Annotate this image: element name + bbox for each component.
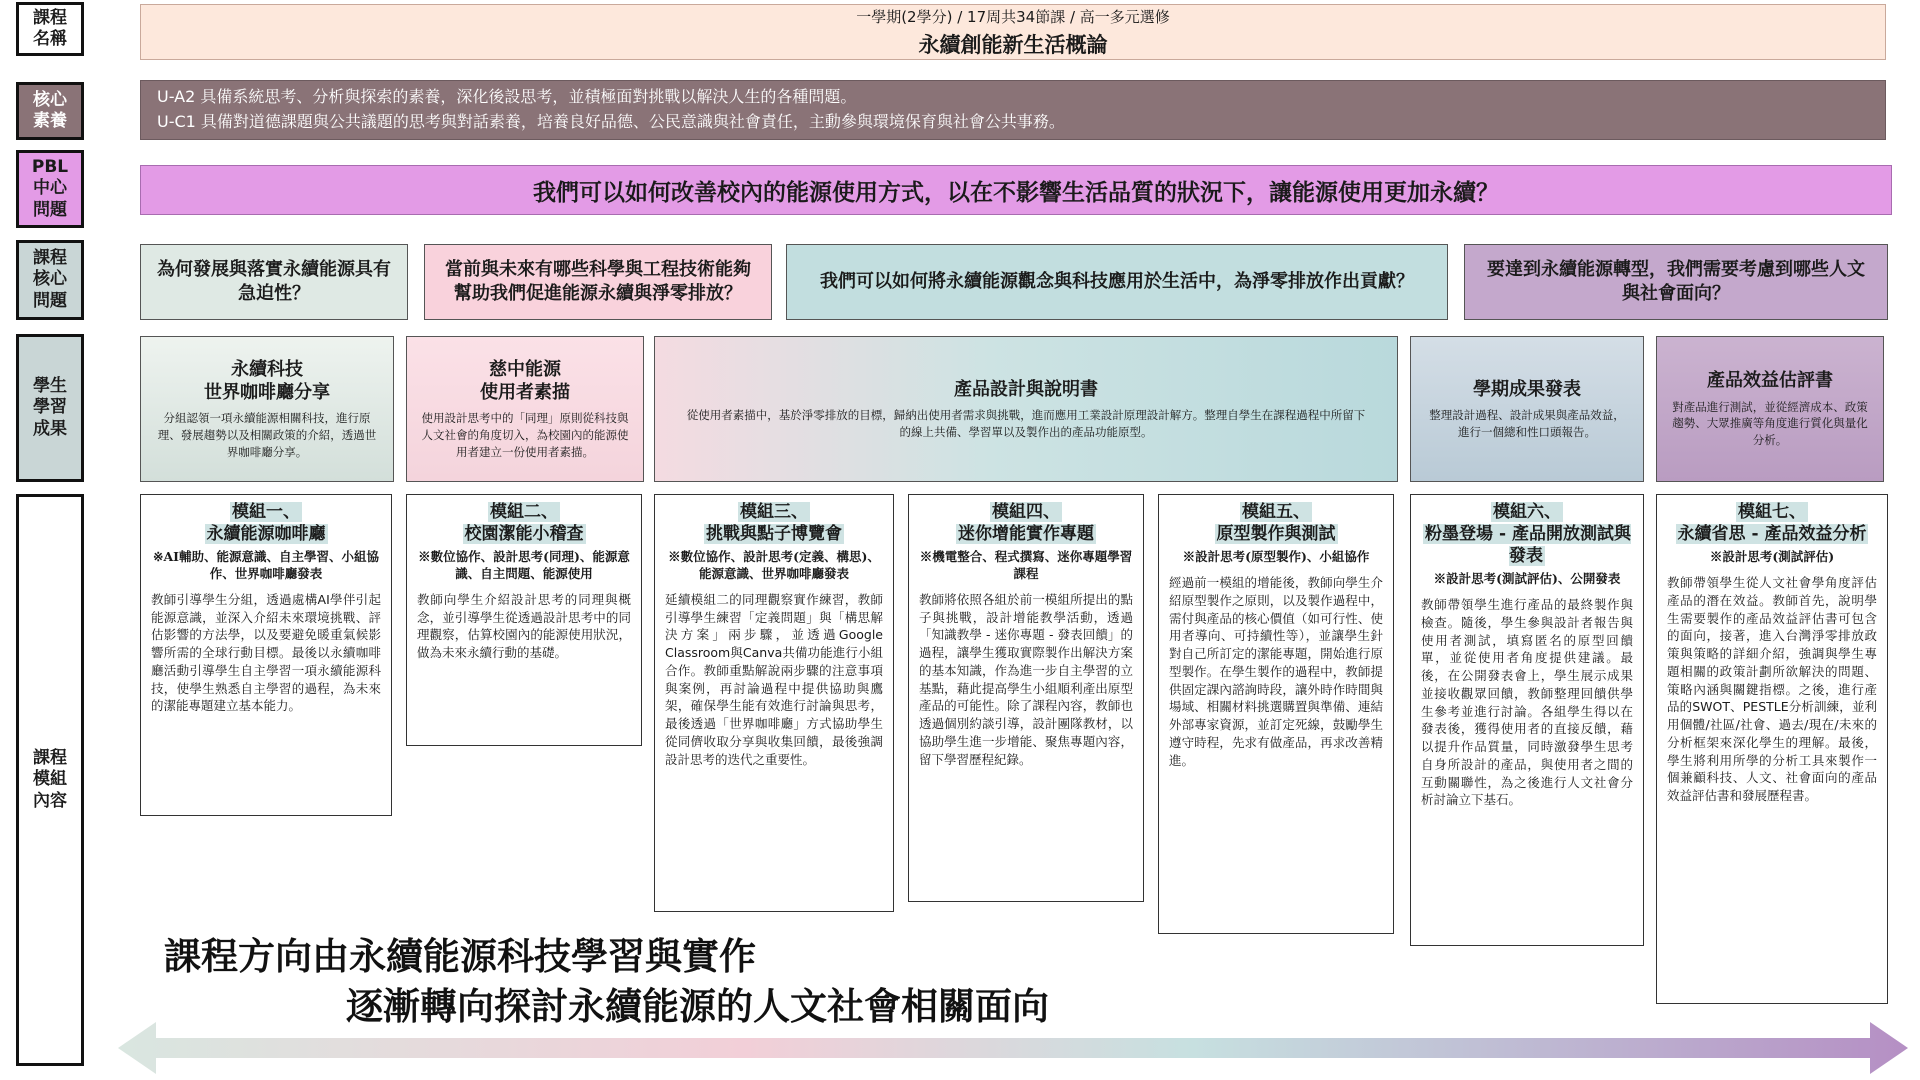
module-3-title	[665, 501, 883, 545]
outcome-2	[406, 336, 644, 482]
core-competency-label: 核心 素養	[16, 82, 84, 140]
module-6	[1410, 494, 1644, 946]
module-2	[406, 494, 642, 746]
course-name-label: 課程 名稱	[16, 2, 84, 56]
module-2-title	[417, 501, 631, 545]
module-7-title-num: 模組七、	[1738, 502, 1806, 522]
outcome-1-desc: 分組認領一項永續能源相關科技，進行原理、發展趨勢以及相關政策的介紹，透過世界咖啡廳分享。	[157, 411, 377, 459]
core-question-1: 為何發展與落實永續能源具有急迫性？	[140, 244, 408, 320]
module-4-body: 教師將依照各組於前一模組所提出的點子與挑戰，設計增能教學活動，透過「知識教學 - 迷你專題 - 發表回饋」的過程，讓學生獲取實際製作出解決方案的基本知識，作為進一步自主學習的立基點，藉此提高學生小組順利產出原型產品的可能性。除了課程內容，教師也透過個別約談引導，設計團隊教材，以協助學生進一步增能、聚焦專題內容，留下學習歷程紀錄。	[919, 591, 1133, 767]
core-questions-label: 課程 核心 問題	[16, 240, 84, 320]
module-2-title-name: 校園潔能小稽查	[464, 524, 584, 545]
module-5-title	[1169, 501, 1383, 545]
direction-arrow	[118, 1020, 1908, 1076]
module-4-tags: ※機電整合、程式撰寫、迷你專題學習課程	[919, 549, 1133, 582]
module-7-body: 教師帶領學生從人文社會學角度評估產品的潛在效益。教師首先，說明學生需要製作的產品效益評估書可包含的面向，接著，進入台灣淨零排放政策與策略的詳細介紹，強調與學生專題相關的政策計劃所欲解決的問題、策略內涵與關鍵指標。之後，進行產品的SWOT、PESTLE分析訓練，並利用個體/社區/社會、過去/現在/未來的分析框架來深化學生的理解。最後，學生將利用所學的分析工具來製作一個兼顧科技、人文、社會面向的產品效益評估書和發展歷程書。	[1667, 575, 1877, 804]
module-1-body: 教師引導學生分組，透過處構AI學伴引起能源意識，並深入介紹未來環境挑戰、評估影響的方法學，以及要避免暖重氣候影響所需的全球行動目標。最後以永續咖啡廳活動引導學生自主學習一項永續能源科技，使學生熟悉自主學習的過程，為未來的潔能專題建立基本能力。	[151, 591, 381, 714]
outcome-1	[140, 336, 394, 482]
direction-statement-line1: 課程方向由永續能源科技學習與實作	[164, 934, 756, 978]
module-3-title-name: 挑戰與點子博覽會	[706, 524, 842, 545]
competency-uc1: U-C1 具備對道德課題與公共議題的思考與對話素養，培養良好品德、公民意識與社會責任，主動參與環境保育與社會公共事務。	[157, 111, 1065, 131]
core-competency-box	[140, 80, 1886, 140]
module-6-tags: ※設計思考(測試評估)、公開發表	[1433, 571, 1621, 587]
module-6-title-name: 粉墨登場 - 產品開放測試與發表	[1425, 524, 1631, 567]
outcome-1-title: 永續科技 世界咖啡廳分享	[204, 358, 330, 403]
outcome-5-desc: 對產品進行測試，並從經濟成本、政策趨勢、大眾推廣等角度進行質化與量化分析。	[1672, 399, 1868, 448]
module-3-body: 延續模組二的同理觀察實作練習，教師引導學生練習「定義問題」與「構思解決方案」兩步驟，並透過Google Classroom與Canva共備功能進行小組合作。教師重點解說兩步驟的注意事項與案例，再討論過程中提供協助與鷹架，確保學生能有效進行討論與思考，最後透過「世界咖啡廳」方式協助學生從同儕收取分享與收集回饋，最後強調設計思考的迭代之重要性。	[665, 591, 883, 767]
module-2-tags: ※數位協作、設計思考(同理)、能源意識、自主問題、能源使用	[418, 549, 630, 582]
outcome-3	[654, 336, 1398, 482]
module-2-title-num: 模組二、	[490, 502, 558, 522]
outcome-4-title: 學期成果發表	[1473, 378, 1581, 400]
module-6-title	[1421, 501, 1633, 567]
module-7	[1656, 494, 1888, 1004]
outcome-5-title: 產品效益估評書	[1707, 370, 1833, 392]
module-7-tags: ※設計思考(測試評估)	[1709, 549, 1835, 565]
module-6-body: 教師帶領學生進行產品的最終製作與檢查。隨後，學生參與設計者報告與使用者測試，填寫匿名的原型回饋單，並從使用者角度提供建議。最後，在公開發表會上，學生展示成果並接收觀眾回饋，教師整理回饋供學生參考並進行討論。各組學生得以在發表後，獲得使用者的直接反饋，藉以提升作品質量，同時激發學生思考自身所設計的產品，與使用者之間的互動關聯性，為之後進行人文社會分析討論立下基石。	[1421, 597, 1633, 808]
module-3	[654, 494, 894, 912]
learning-outcomes-label: 學生 學習 成果	[16, 334, 84, 482]
module-2-body: 教師向學生介紹設計思考的同理與概念，並引導學生從透過設計思考中的同理觀察，估算校園內的能源使用狀況，做為未來永續行動的基礎。	[417, 591, 631, 661]
module-3-title-num: 模組三、	[740, 502, 808, 522]
core-question-3: 我們可以如何將永續能源觀念與科技應用於生活中，為淨零排放作出貢獻？	[786, 244, 1448, 320]
module-1	[140, 494, 392, 816]
course-name-box	[140, 4, 1886, 60]
module-5	[1158, 494, 1394, 934]
module-1-title	[151, 501, 381, 545]
outcome-3-title: 產品設計與說明書	[954, 378, 1098, 400]
modules-label: 課程 模組 內容	[16, 494, 84, 1066]
pbl-question: 我們可以如何改善校內的能源使用方式，以在不影響生活品質的狀況下，讓能源使用更加永續？	[533, 179, 1499, 206]
module-5-body: 經過前一模組的增能後，教師向學生介紹原型製作之原則，以及製作過程中，需付與產品的核心價值（如可行性、使用者導向、可持續性等），並讓學生針對自己所訂定的潔能專題，開始進行原型製作。在學生製作的過程中，教師提供固定課內諮詢時段，讓外時作時間與場域、相關材料挑選購置與準備、連結外部專家資源，並訂定死線，鼓勵學生遵守時程，先求有做產品，再求改善精進。	[1169, 575, 1383, 768]
core-question-2: 當前與未來有哪些科學與工程技術能夠幫助我們促進能源永續與淨零排放？	[424, 244, 772, 320]
outcome-2-desc: 使用設計思考中的「同理」原則從科技與人文社會的角度切入，為校園內的能源使用者建立一份使用者素描。	[421, 411, 629, 459]
module-7-title	[1667, 501, 1877, 545]
course-title: 永續創能新生活概論	[918, 32, 1108, 57]
outcome-5	[1656, 336, 1884, 482]
outcome-2-title: 慈中能源 使用者素描	[480, 358, 570, 403]
module-5-tags: ※設計思考(原型製作)、小組協作	[1182, 549, 1370, 565]
module-4-title	[919, 501, 1133, 545]
direction-arrow-shape	[118, 1022, 1908, 1074]
pbl-label: PBL 中心 問題	[16, 150, 84, 228]
module-4	[908, 494, 1144, 902]
module-5-title-num: 模組五、	[1242, 502, 1310, 522]
module-4-title-name: 迷你增能實作專題	[958, 524, 1094, 545]
outcome-4	[1410, 336, 1644, 482]
module-6-title-num: 模組六、	[1493, 502, 1561, 522]
module-1-title-num: 模組一、	[232, 502, 300, 522]
module-4-title-num: 模組四、	[992, 502, 1060, 522]
module-3-tags: ※數位協作、設計思考(定義、構思)、能源意識、世界咖啡廳發表	[668, 549, 880, 582]
outcome-3-desc: 從使用者素描中，基於淨零排放的目標，歸納出使用者需求與挑戰，進而應用工業設計原理設計解方。整理自學生在課程過程中所留下的線上共備、學習單以及製作出的產品功能原型。	[686, 408, 1366, 439]
core-question-4: 要達到永續能源轉型，我們需要考慮到哪些人文與社會面向？	[1464, 244, 1888, 320]
module-5-title-name: 原型製作與測試	[1216, 524, 1336, 545]
module-7-title-name: 永續省思 - 產品效益分析	[1677, 524, 1867, 545]
module-1-tags: ※AI輔助、能源意識、自主學習、小組協作、世界咖啡廳發表	[152, 549, 380, 582]
direction-statement-line2: 逐漸轉向探討永續能源的人文社會相關面向	[346, 984, 1049, 1028]
pbl-question-box	[140, 165, 1892, 215]
course-subtitle: 一學期(2學分) / 17周共34節課 / 高一多元選修	[856, 7, 1170, 26]
competency-ua2: U-A2 具備系統思考、分析與探索的素養，深化後設思考，並積極面對挑戰以解決人生的各種問題。	[157, 87, 857, 106]
outcome-4-desc: 整理設計過程、設計成果與產品效益，進行一個總和性口頭報告。	[1429, 408, 1625, 439]
module-1-title-name: 永續能源咖啡廳	[206, 524, 326, 545]
